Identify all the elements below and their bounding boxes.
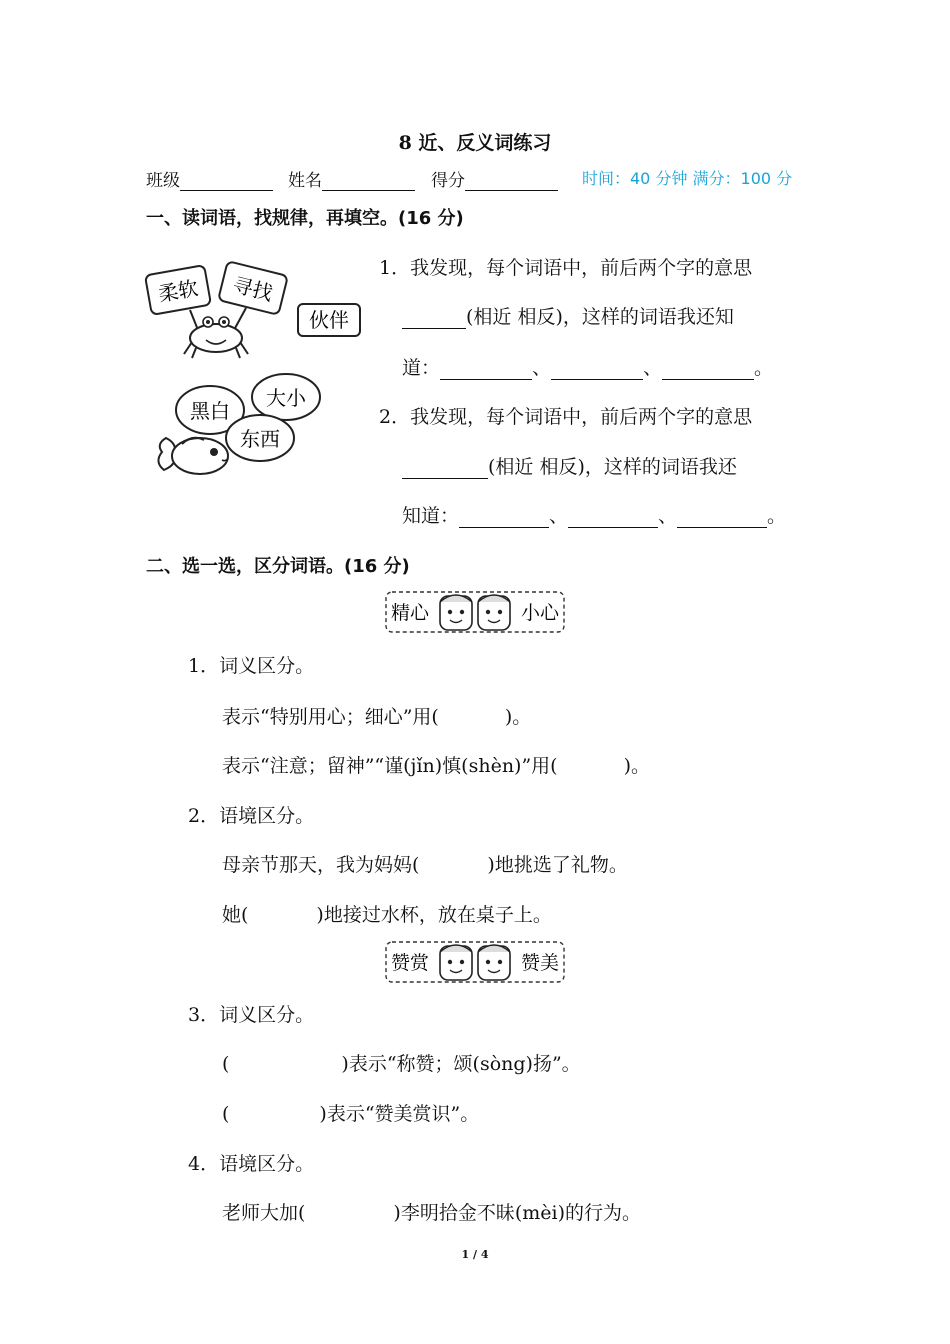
score-label: 得分: [431, 171, 465, 191]
crab-illustration: [142, 258, 367, 360]
s2-q4-a-head: 老师大加(: [222, 1202, 306, 1224]
q2-line2-text: (相近 相反)，这样的词语我还: [488, 456, 737, 478]
word-pair-banner-1: [384, 586, 566, 636]
crab-sign-rouruan: [145, 265, 211, 315]
s2-q4-title: 4．语境区分。: [188, 1153, 315, 1175]
q1-line2-text: (相近 相反)，这样的词语我还知: [466, 306, 734, 328]
s2-q2-b-head: 她(: [222, 904, 249, 926]
q1-choice-blank[interactable]: [402, 308, 466, 329]
crab-sign-xunzhao: [218, 261, 288, 315]
q2-line2: [402, 452, 737, 479]
score-field: [431, 166, 558, 191]
page-title: 8 近、反义词练习: [398, 132, 552, 154]
q1-line2: [402, 302, 734, 329]
s2-q2-line-b: [222, 900, 552, 927]
q1-line1: 1．我发现，每个词语中，前后两个字的意思: [379, 257, 753, 279]
crab-word-2: 寻找: [230, 272, 276, 306]
pair2-word-2: 赞美: [520, 952, 560, 974]
class-blank[interactable]: [180, 173, 273, 191]
q1-word-blank-1[interactable]: [440, 359, 532, 380]
q2-word-blank-1[interactable]: [459, 507, 549, 528]
s2-q3-title: 3．词义区分。: [188, 1004, 315, 1026]
s2-q1-a-tail: )。: [504, 706, 532, 728]
pair1-word-1: 精心: [390, 602, 430, 624]
s2-q3-b-head: (: [222, 1103, 230, 1125]
fish-illustration: [152, 370, 324, 480]
s2-q2-b-tail: )地接过水杯，放在桌子上。: [316, 904, 552, 926]
q1-sep-2: 、: [643, 357, 663, 379]
s2-q3-a-head: (: [222, 1053, 230, 1075]
time-info: 时间：40 分钟 满分：100 分: [582, 169, 793, 188]
q2-line3: [402, 501, 786, 528]
pair2-word-1: 赞赏: [390, 952, 430, 974]
s2-q1-b-tail: )。: [623, 755, 651, 777]
name-label: 姓名: [288, 171, 322, 191]
q1-line3: [402, 353, 773, 380]
s2-q4-line-a: [222, 1198, 641, 1225]
s2-q2-a-tail: )地挑选了礼物。: [487, 854, 628, 876]
q1-word-blank-2[interactable]: [551, 359, 643, 380]
s2-q3-b-tail: )表示“赞美赏识”。: [319, 1103, 480, 1125]
s2-q1-line-b: [222, 751, 650, 778]
page-number: 1 / 4: [461, 1248, 489, 1261]
section2-heading: 二、选一选，区分词语。(16 分): [146, 556, 410, 577]
word-pair-banner-2: [384, 936, 566, 986]
crab-word-1: 柔软: [156, 275, 200, 307]
s2-q3-line-b: [222, 1099, 479, 1126]
s2-q1-a-head: 表示“特别用心；细心”用(: [222, 706, 439, 728]
s2-q3-a-tail: )表示“称赞；颂(sòng)扬”。: [341, 1053, 581, 1075]
q2-sep-1: 、: [549, 505, 569, 527]
s2-q2-title: 2．语境区分。: [188, 805, 315, 827]
q2-line3-head: 知道：: [402, 505, 460, 527]
bubble-daxiao: [252, 374, 320, 420]
s2-q4-a-tail: )李明拾金不昧(mèi)的行为。: [393, 1202, 641, 1224]
q1-end: 。: [754, 357, 774, 379]
class-label: 班级: [146, 171, 180, 191]
q2-line1: 2．我发现，每个词语中，前后两个字的意思: [379, 406, 753, 428]
name-blank[interactable]: [322, 173, 415, 191]
crab-body: [184, 308, 248, 358]
crab-sign-huoban: [298, 304, 360, 336]
q1-sep-1: 、: [532, 357, 552, 379]
fish-body: [158, 438, 228, 474]
q2-sep-2: 、: [658, 505, 678, 527]
q2-word-blank-2[interactable]: [568, 507, 658, 528]
crab-word-3: 伙伴: [309, 308, 349, 332]
fish-word-1: 黑白: [190, 399, 230, 423]
bubble-dongxi: [226, 415, 294, 461]
s2-q3-line-a: [222, 1049, 581, 1076]
s2-q2-line-a: [222, 850, 628, 877]
q2-end: 。: [767, 505, 787, 527]
fish-word-2: 大小: [266, 386, 306, 410]
q2-choice-blank[interactable]: [402, 458, 488, 479]
q1-word-blank-3[interactable]: [662, 359, 754, 380]
s2-q2-a-head: 母亲节那天，我为妈妈(: [222, 854, 420, 876]
score-blank[interactable]: [465, 173, 558, 191]
name-field: [288, 166, 415, 191]
pair1-word-2: 小心: [520, 602, 560, 624]
q2-word-blank-3[interactable]: [677, 507, 767, 528]
s2-q1-line-a: [222, 702, 531, 729]
q1-line3-head: 道：: [402, 357, 441, 379]
section1-heading: 一、读词语，找规律，再填空。(16 分): [146, 208, 464, 229]
s2-q1-b-head: 表示“注意；留神”“谨(jǐn)慎(shèn)”用(: [222, 755, 558, 777]
fish-word-3: 东西: [240, 427, 280, 451]
class-field: [146, 166, 273, 191]
s2-q1-title: 1．词义区分。: [188, 655, 315, 677]
